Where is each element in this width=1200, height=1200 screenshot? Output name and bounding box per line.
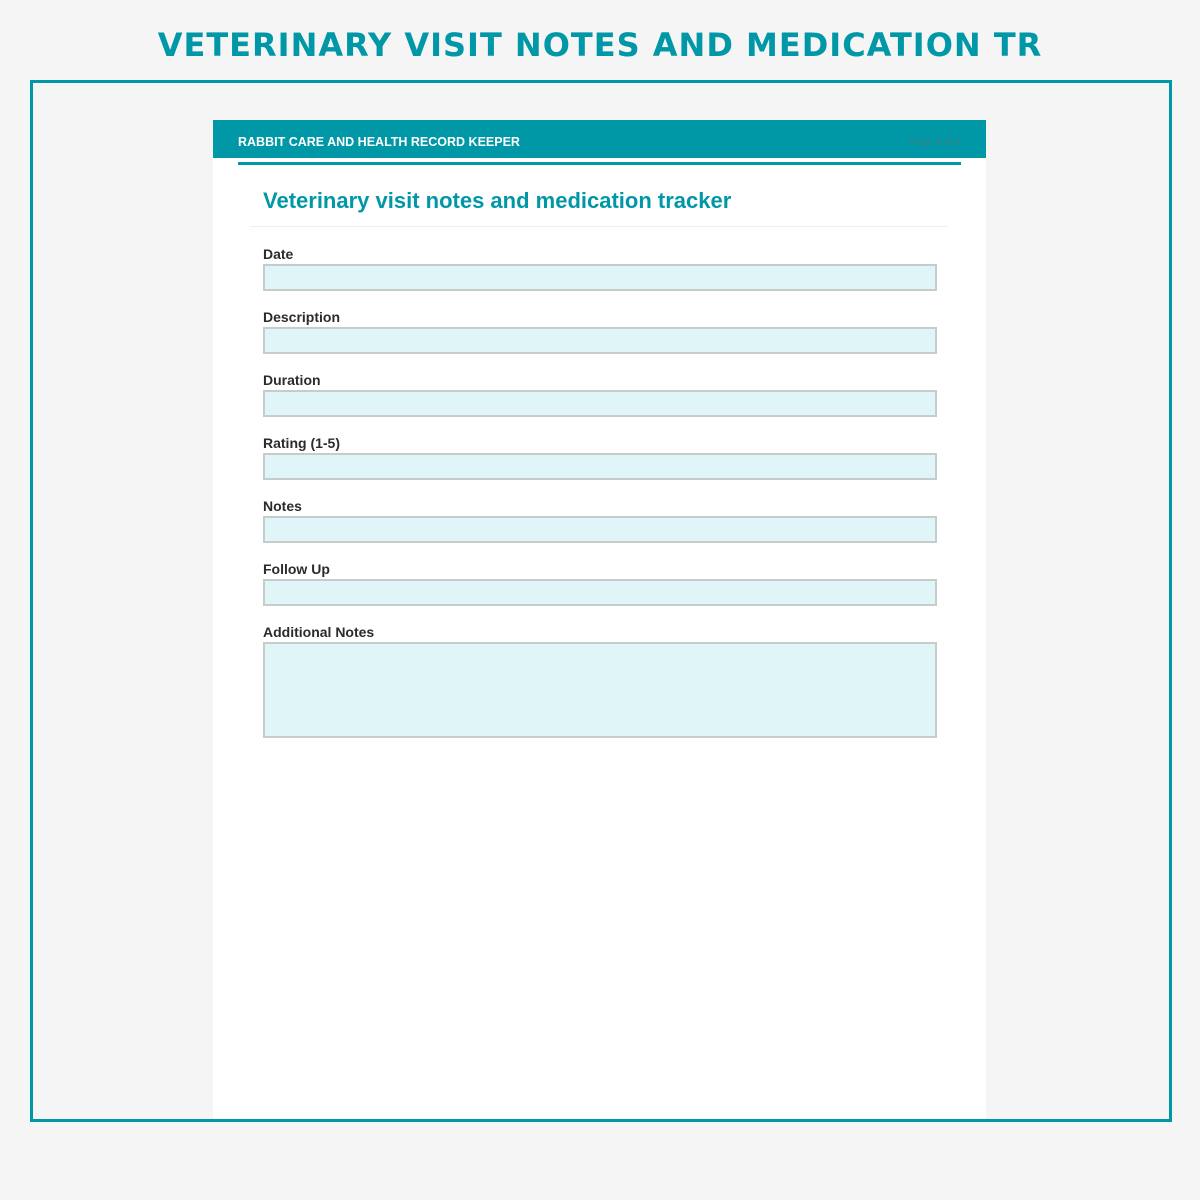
page-title: VETERINARY VISIT NOTES AND MEDICATION TR xyxy=(157,26,1043,64)
page-number: Page 4 of 4 xyxy=(909,137,961,148)
follow-up-input[interactable] xyxy=(263,579,937,606)
visit-notes-form xyxy=(263,245,937,738)
date-field-group xyxy=(263,245,937,308)
description-input[interactable] xyxy=(263,327,937,354)
description-label: Description xyxy=(263,309,341,325)
record-keeper-brand: RABBIT CARE AND HEALTH RECORD KEEPER xyxy=(238,135,520,149)
date-input[interactable] xyxy=(263,264,937,291)
additional-notes-textarea[interactable] xyxy=(263,642,937,738)
section-title: Veterinary visit notes and medication tracker xyxy=(263,188,732,213)
rating-label: Rating (1-5) xyxy=(263,435,340,451)
date-label: Date xyxy=(263,246,294,262)
document-viewer-frame xyxy=(30,80,1172,1122)
notes-field-group xyxy=(263,497,937,560)
duration-field-group xyxy=(263,371,937,434)
title-divider xyxy=(250,226,948,227)
follow-up-field-group xyxy=(263,560,937,623)
document-page xyxy=(213,120,986,1120)
description-field-group xyxy=(263,308,937,371)
additional-notes-label: Additional Notes xyxy=(263,624,375,640)
rating-input[interactable] xyxy=(263,453,937,480)
header-divider xyxy=(238,162,961,165)
follow-up-label: Follow Up xyxy=(263,561,330,577)
notes-input[interactable] xyxy=(263,516,937,543)
additional-notes-field-group xyxy=(263,623,937,738)
notes-label: Notes xyxy=(263,498,302,514)
rating-field-group xyxy=(263,434,937,497)
duration-label: Duration xyxy=(263,372,321,388)
page-header-bar xyxy=(213,120,986,158)
duration-input[interactable] xyxy=(263,390,937,417)
